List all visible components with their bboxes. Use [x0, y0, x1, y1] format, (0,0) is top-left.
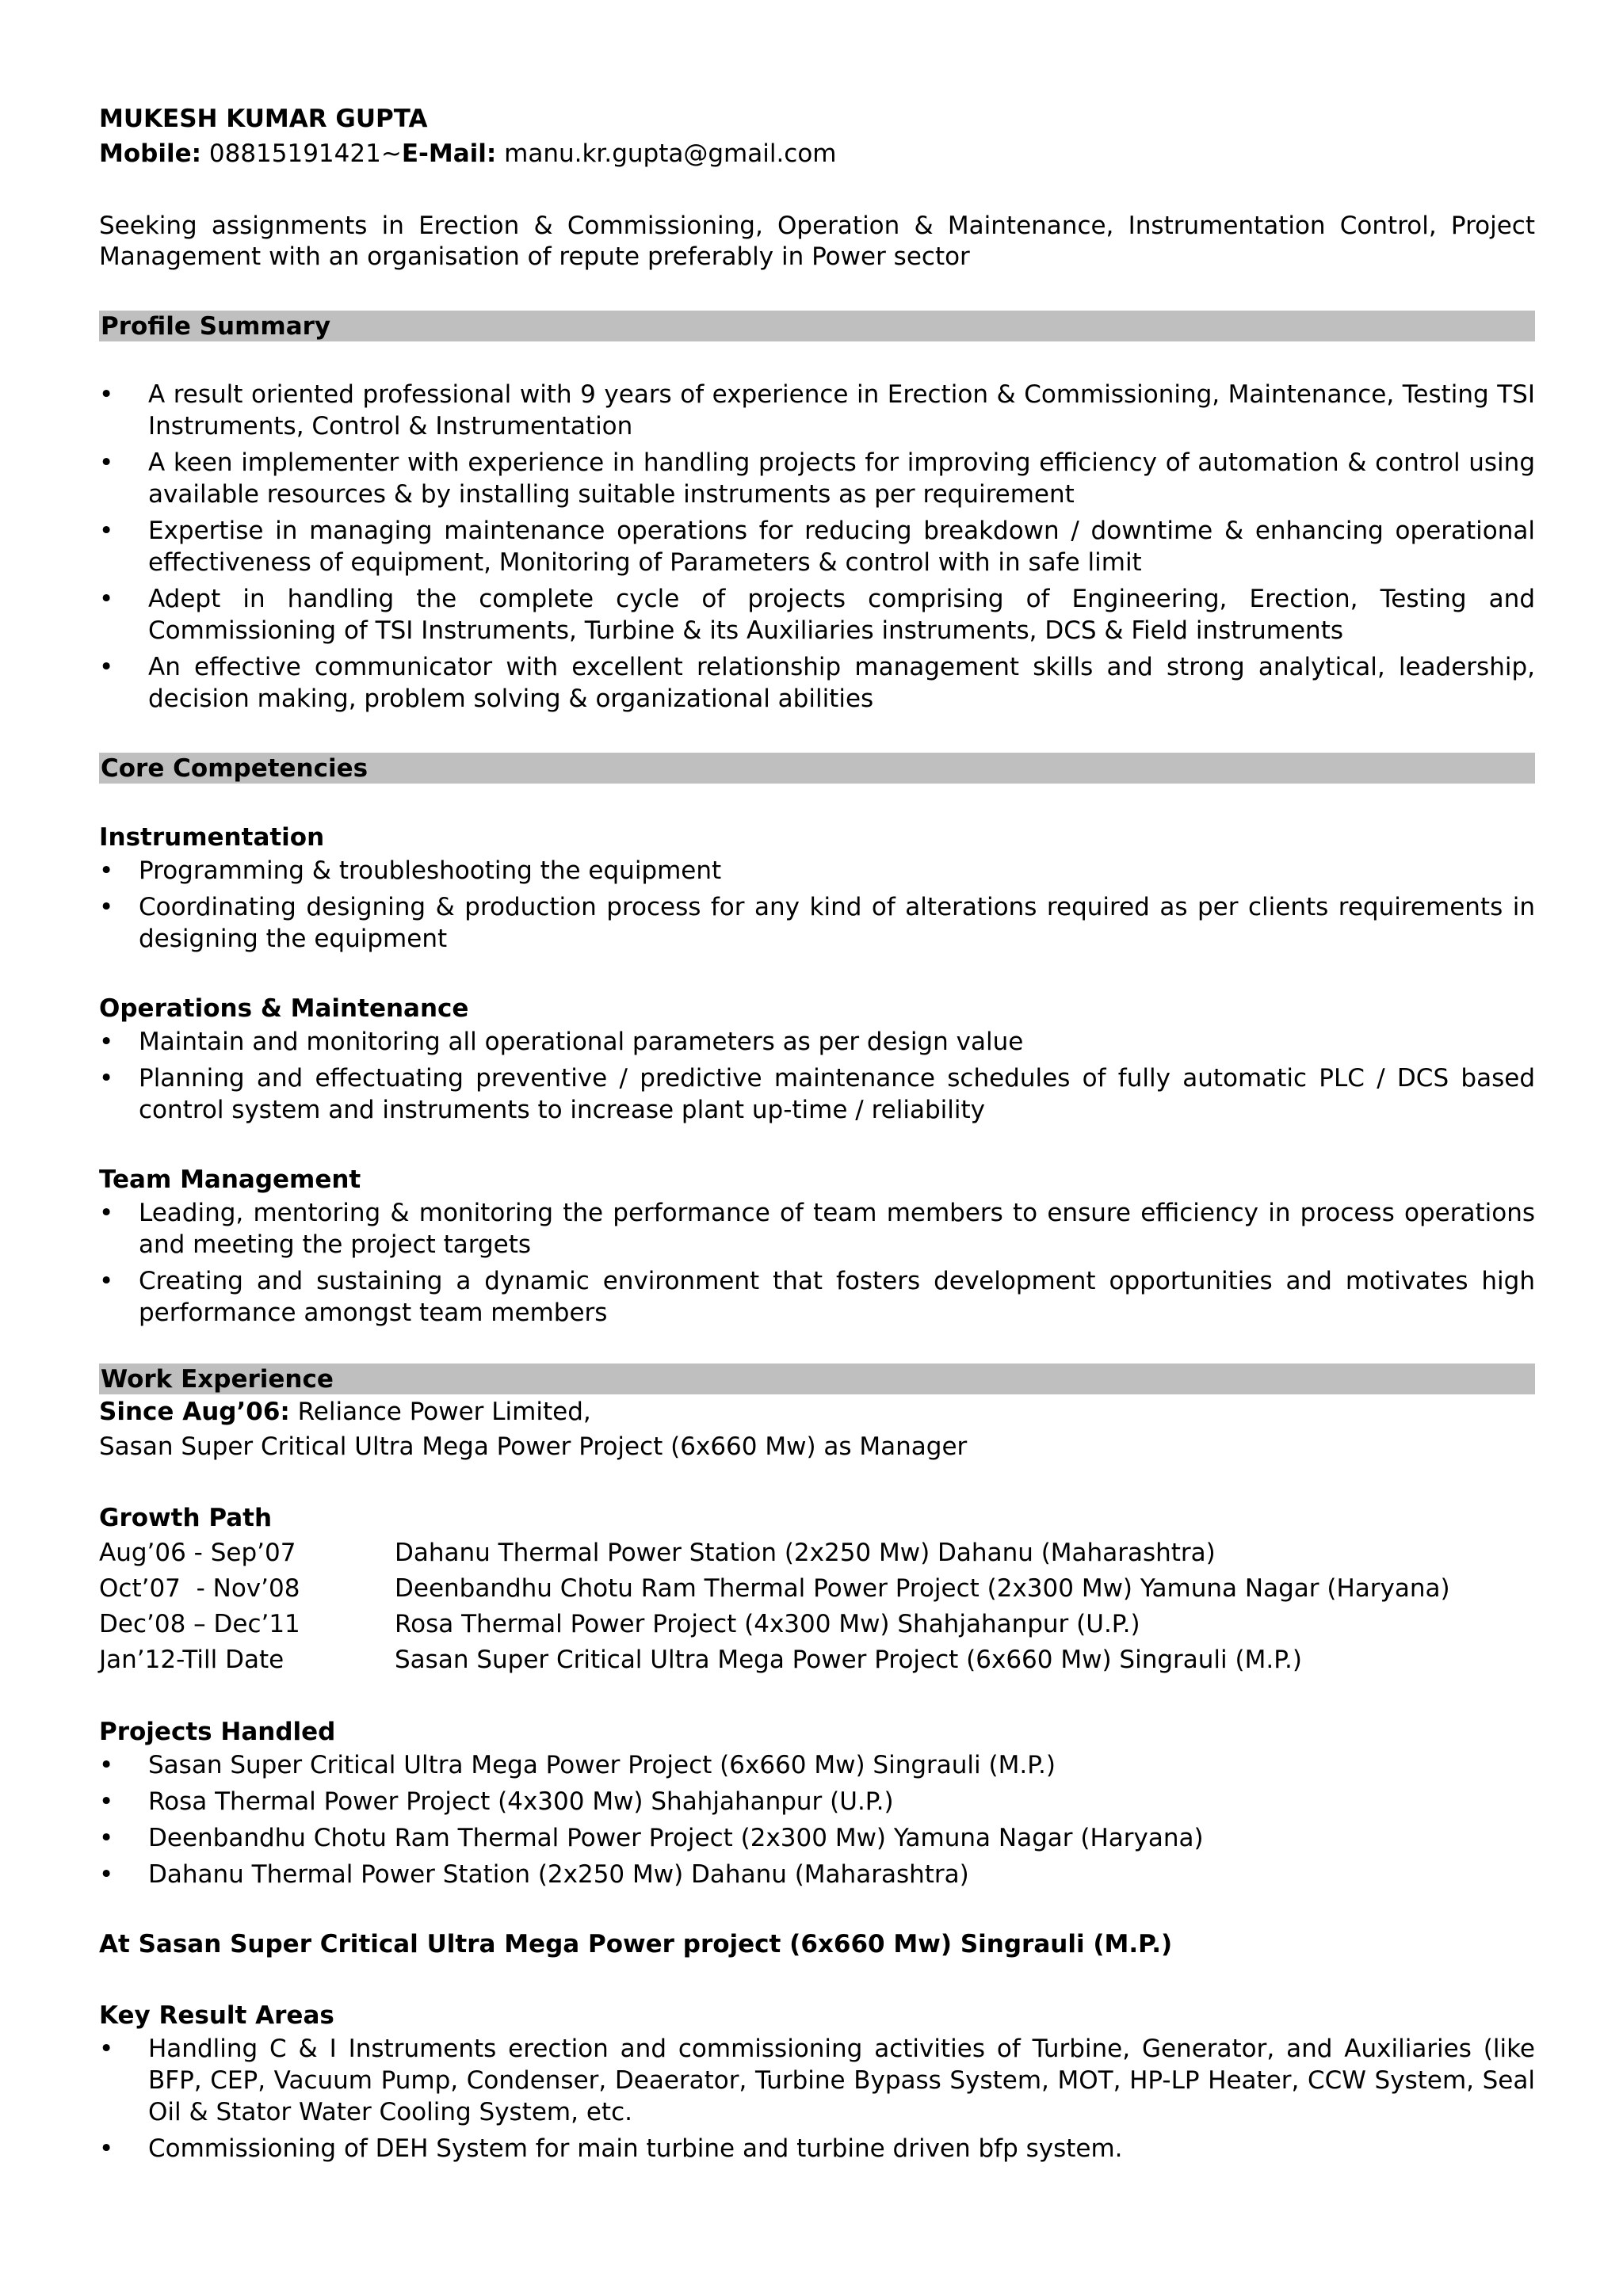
operations-list — [99, 1026, 1535, 1126]
list-item: • Maintain and monitoring all operational parameters as per design value — [99, 1028, 1024, 1056]
mobile-number: 08815191421~ — [208, 139, 402, 168]
candidate-name: MUKESH KUMAR GUPTA — [99, 105, 428, 133]
growth-detail: Rosa Thermal Power Project (4x300 Mw) Shahjahanpur (U.P.) — [395, 1610, 1140, 1638]
team-management-list — [99, 1197, 1535, 1329]
resume-page — [99, 101, 1535, 2164]
email-address[interactable]: manu.kr.gupta@gmail.com — [504, 139, 837, 168]
list-item: • An effective communicator with excellent relationship management skills and strong analytical, leadership, decision making, problem solving & organizational abilities — [99, 653, 1535, 713]
key-result-areas-list — [99, 2033, 1535, 2164]
bullet-icon: • — [99, 380, 114, 409]
list-item: • Adept in handling the complete cycle of projects comprising of Engineering, Erection, Testing and Commissioning of TSI Instruments, Turbine & its Auxiliaries instruments, DCS & Field instruments — [99, 585, 1535, 645]
bullet-icon: • — [99, 2035, 114, 2063]
key-result-areas-heading: Key Result Areas — [99, 2001, 334, 2030]
bullet-icon: • — [99, 448, 114, 477]
section-header-core-competencies: Core Competencies — [99, 753, 1535, 784]
list-item: • Planning and effectuating preventive / predictive maintenance schedules of fully automatic PLC / DCS based control system and instruments to increase plant up-time / reliability — [99, 1064, 1535, 1124]
bullet-icon: • — [99, 2134, 114, 2163]
bullet-icon: • — [99, 1787, 114, 1816]
list-item: • Handling C & I Instruments erection and commissioning activities of Turbine, Generator, and Auxiliaries (like BFP, CEP, Vacuum Pump, Condenser, Deaerator, Turbine Bypass System, MOT, HP-LP Heater, CCW System, Seal Oil & Stator Water Cooling System, etc. — [99, 2035, 1535, 2126]
section-header-work-experience: Work Experience — [99, 1363, 1535, 1394]
growth-path-heading: Growth Path — [99, 1504, 273, 1532]
bullet-icon: • — [99, 585, 114, 613]
projects-handled-list — [99, 1749, 1535, 1890]
growth-row — [99, 1607, 1535, 1642]
list-item: • A result oriented professional with 9 years of experience in Erection & Commissioning, Maintenance, Testing TSI Instruments, Control & Instrumentation — [99, 380, 1535, 441]
list-item: • Sasan Super Critical Ultra Mega Power Project (6x660 Mw) Singrauli (M.P.) — [99, 1751, 1056, 1779]
competency-heading-instrumentation: Instrumentation — [99, 823, 325, 852]
competency-heading-operations: Operations & Maintenance — [99, 994, 469, 1023]
projects-handled-heading: Projects Handled — [99, 1718, 336, 1746]
list-item: • Expertise in managing maintenance operations for reducing breakdown / downtime & enhancing operational effectiveness of equipment, Monitoring of Parameters & control with in safe limit — [99, 517, 1535, 577]
list-item: • Deenbandhu Chotu Ram Thermal Power Project (2x300 Mw) Yamuna Nagar (Haryana) — [99, 1824, 1204, 1852]
list-item: • Commissioning of DEH System for main turbine and turbine driven bfp system. — [99, 2134, 1123, 2163]
list-item: • Programming & troubleshooting the equipment — [99, 856, 722, 885]
bullet-icon: • — [99, 1824, 114, 1852]
since-label: Since Aug’06: — [99, 1398, 290, 1426]
bullet-icon: • — [99, 1199, 114, 1227]
employment-line — [99, 1394, 1535, 1429]
list-item: • Leading, mentoring & monitoring the performance of team members to ensure efficiency in process operations and meeting the project targets — [99, 1199, 1535, 1259]
employer-name: Reliance Power Limited, — [297, 1398, 591, 1426]
growth-path-table — [99, 1535, 1535, 1678]
growth-period: Oct’07 - Nov’08 — [99, 1574, 300, 1603]
bullet-icon: • — [99, 1064, 114, 1093]
growth-row — [99, 1535, 1535, 1571]
bullet-icon: • — [99, 856, 114, 885]
bullet-icon: • — [99, 1028, 114, 1056]
growth-detail: Sasan Super Critical Ultra Mega Power Project (6x660 Mw) Singrauli (M.P.) — [395, 1646, 1303, 1674]
contact-line — [99, 136, 1535, 171]
growth-period: Jan’12-Till Date — [99, 1646, 285, 1674]
bullet-icon: • — [99, 1751, 114, 1779]
growth-row — [99, 1642, 1535, 1678]
email-label: E-Mail: — [401, 139, 497, 168]
bullet-icon: • — [99, 653, 114, 681]
bullet-icon: • — [99, 1267, 114, 1295]
list-item: • Coordinating designing & production process for any kind of alterations required as per clients requirements in designing the equipment — [99, 893, 1535, 953]
sasan-project-heading: At Sasan Super Critical Ultra Mega Power project (6x660 Mw) Singrauli (M.P.) — [99, 1930, 1173, 1958]
instrumentation-list — [99, 855, 1535, 955]
growth-detail: Deenbandhu Chotu Ram Thermal Power Project (2x300 Mw) Yamuna Nagar (Haryana) — [395, 1574, 1450, 1603]
section-header-profile-summary: Profile Summary — [99, 311, 1535, 341]
list-item: • Rosa Thermal Power Project (4x300 Mw) Shahjahanpur (U.P.) — [99, 1787, 894, 1816]
competency-heading-team: Team Management — [99, 1165, 361, 1194]
bullet-icon: • — [99, 517, 114, 545]
current-position: Sasan Super Critical Ultra Mega Power Project (6x660 Mw) as Manager — [99, 1432, 968, 1461]
list-item: • Creating and sustaining a dynamic environment that fosters development opportunities and motivates high performance amongst team members — [99, 1267, 1535, 1327]
list-item: • Dahanu Thermal Power Station (2x250 Mw) Dahanu (Maharashtra) — [99, 1860, 969, 1889]
growth-detail: Dahanu Thermal Power Station (2x250 Mw) Dahanu (Maharashtra) — [395, 1539, 1216, 1567]
mobile-label: Mobile: — [99, 139, 202, 168]
profile-summary-list — [99, 379, 1535, 715]
objective-statement: Seeking assignments in Erection & Commissioning, Operation & Maintenance, Instrumentation Control, Project Management with an organisation of repute preferably in Power sector — [99, 212, 1535, 271]
growth-period: Dec’08 – Dec’11 — [99, 1610, 300, 1638]
growth-period: Aug’06 - Sep’07 — [99, 1539, 296, 1567]
growth-row — [99, 1571, 1535, 1607]
bullet-icon: • — [99, 1860, 114, 1889]
list-item: • A keen implementer with experience in handling projects for improving efficiency of automation & control using available resources & by installing suitable instruments as per requirement — [99, 448, 1535, 509]
bullet-icon: • — [99, 893, 114, 921]
